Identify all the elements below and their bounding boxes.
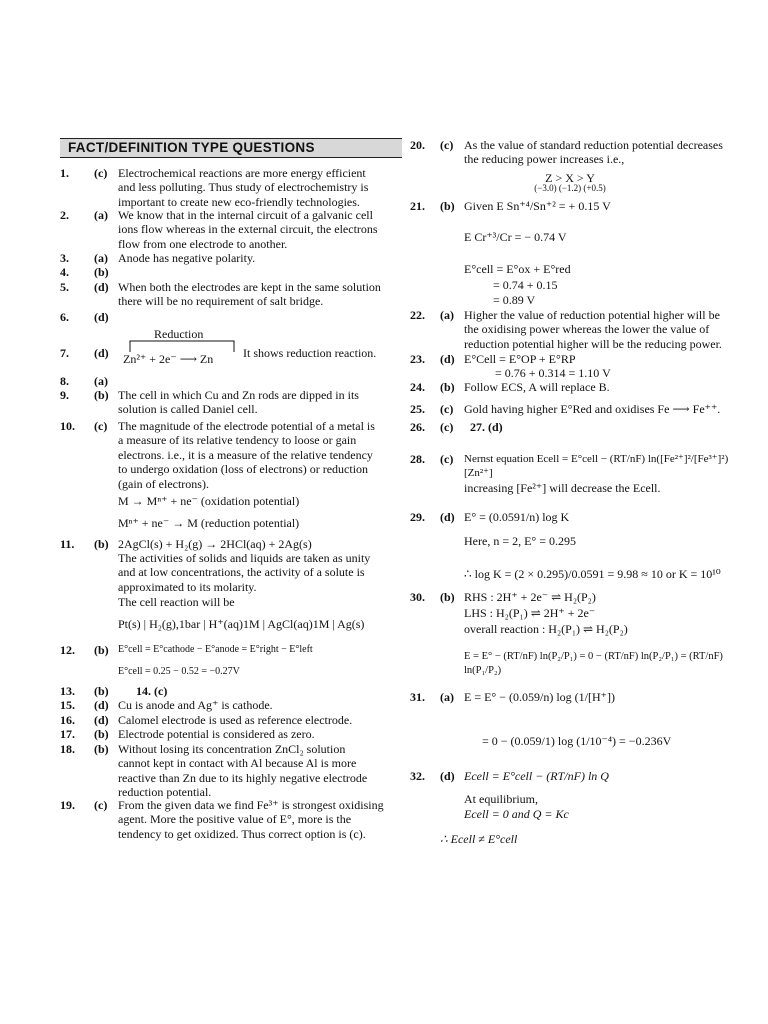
equation: E Cr⁺³/Cr = − 0.74 V [464, 230, 567, 244]
q-number: 8. [60, 374, 69, 388]
answer-text: Electrochemical reactions are more energy efficient and less polluting. Thus study of electrochemistry is important to create new eco-friendly technologies. [118, 166, 369, 209]
answer-option: (b) [94, 537, 109, 551]
answer-option: (a) [94, 251, 108, 265]
equation: overall reaction : H₂(P₁) ⇌ H₂(P₂) [464, 622, 628, 636]
answer-option: (a) [94, 208, 108, 222]
q-number: 23. [410, 352, 425, 366]
equation: E°cell = E°ox + E°red [464, 262, 571, 276]
q-number: 21. [410, 199, 425, 213]
answer-option: (c) [440, 452, 454, 466]
equation: Ecell = E°cell − (RT/nF) ln Q [464, 769, 609, 783]
answer-option: (b) [94, 684, 109, 698]
equation: E = E° − (0.059/n) log (1/[H⁺]) [464, 690, 615, 704]
answer-option: (d) [440, 510, 455, 524]
q-number: 26. [410, 420, 425, 434]
answer-option: (c) [440, 420, 454, 434]
q-number: 6. [60, 310, 69, 324]
answer-text: Calomel electrode is used as reference electrode. [118, 713, 353, 727]
q-number: 1. [60, 166, 69, 180]
equation: E° = (0.0591/n) log K [464, 510, 570, 524]
q-number: 18. [60, 742, 75, 756]
answer-option: (d) [440, 352, 455, 366]
answer-text: Follow ECS, A will replace B. [464, 380, 610, 394]
q-number: 12. [60, 643, 75, 657]
answer-text: The activities of solids and liquids are taken as unity and at low concentrations, the activity of a solute is approximated to its molarity. [118, 551, 371, 594]
reduction-bracket [128, 339, 248, 353]
q-number: 5. [60, 280, 69, 294]
answer-option: (d) [94, 280, 109, 294]
equation: = 0.76 + 0.314 = 1.10 V [495, 366, 611, 380]
equation: RHS : 2H⁺ + 2e⁻ ⇌ H₂(P₂) [464, 590, 596, 604]
equation: E°cell = 0.25 − 0.52 = −0.27V [118, 666, 240, 677]
equation: ∴ Ecell ≠ E°cell [440, 832, 518, 846]
q-number: 29. [410, 510, 425, 524]
q-number: 9. [60, 388, 69, 402]
equation: E = E° − (RT/nF) ln(P₂/P₁) = 0 − (RT/nF) ln(P₂/P₁) = (RT/nF) ln(P₁/P₂) [464, 651, 723, 677]
equation: = 0 − (0.059/1) log (1/10⁻⁴) = −0.236V [482, 734, 672, 748]
q-number: 17. [60, 727, 75, 741]
answer-option: (b) [94, 742, 109, 756]
answer-option: (b) [94, 265, 109, 279]
answer-option: (d) [94, 713, 109, 727]
q-number: 31. [410, 690, 425, 704]
q-number: 16. [60, 713, 75, 727]
answer-text: From the given data we find Fe³⁺ is strongest oxidising agent. More the positive value of E°, more is the tendency to get oxidized. Thus correct option is (c). [118, 798, 384, 841]
answer-option: (b) [94, 388, 109, 402]
section-title: FACT/DEFINITION TYPE QUESTIONS [68, 140, 315, 155]
q-number: 11. [60, 537, 75, 551]
answer-text: Without losing its concentration ZnCl₂ solution cannot kept in contact with Al because Al is more reactive than Zn due to its highly negative electrode reduction potential. [118, 742, 368, 800]
answer-text: As the value of standard reduction potential decreases the reducing power increases i.e., [464, 138, 723, 167]
answer-option: (b) [440, 199, 455, 213]
answer-option: (b) [440, 380, 455, 394]
q-number: 28. [410, 452, 425, 466]
answer-text: Electrode potential is considered as zero. [118, 727, 315, 741]
answer-option: 14. (c) [136, 684, 168, 698]
answer-text: increasing [Fe²⁺] will decrease the Ecell. [464, 481, 661, 495]
answer-text: Cu is anode and Ag⁺ is cathode. [118, 698, 273, 712]
answer-option: (c) [94, 419, 108, 433]
answer-text: We know that in the internal circuit of a galvanic cell ions flow whereas in the external circuit, the electrons flow from one electrode to another. [118, 208, 378, 251]
answer-option: (c) [440, 138, 454, 152]
reduction-label: Reduction [154, 327, 204, 341]
equation: Mⁿ⁺ + ne⁻ → M (reduction potential) [118, 516, 300, 530]
q-number: 32. [410, 769, 425, 783]
order-values: (−3.0) (−1.2) (+0.5) [534, 183, 606, 193]
q-number: 2. [60, 208, 69, 222]
q-number: 19. [60, 798, 75, 812]
q-number: 30. [410, 590, 425, 604]
equation: 2AgCl(s) + H₂(g) → 2HCl(aq) + 2Ag(s) [118, 537, 312, 551]
answer-text: At equilibrium, [464, 792, 538, 806]
q-number: 15. [60, 698, 75, 712]
answer-option: (a) [94, 374, 108, 388]
q-number: 25. [410, 402, 425, 416]
equation: Given E Sn⁺⁴/Sn⁺² = + 0.15 V [464, 199, 611, 213]
answer-option: (c) [440, 402, 454, 416]
equation: ∴ log K = (2 × 0.295)/0.0591 = 9.98 ≈ 10 or K = 10¹⁰ [464, 567, 721, 581]
equation: Ecell = 0 and Q = Kc [464, 807, 569, 821]
answer-option: (a) [440, 308, 454, 322]
equation: = 0.89 V [493, 293, 536, 307]
equation: Nernst equation Ecell = E°cell − (RT/nF) ln([Fe²⁺]²/[Fe³⁺]²) [Zn²⁺] [464, 453, 729, 480]
equation: LHS : H₂(P₁) ⇌ 2H⁺ + 2e⁻ [464, 606, 596, 620]
answer-text: Higher the value of reduction potential higher will be the oxidising power whereas the lower the value of reduction potential higher will be the reducing power. [464, 308, 722, 351]
order-line: Z > X > Y [545, 171, 595, 185]
reduction-equation: Zn²⁺ + 2e⁻ ⟶ Zn [123, 352, 214, 366]
equation: E°Cell = E°OP + E°RP [464, 352, 576, 366]
q-number: 4. [60, 265, 69, 279]
answer-text: When both the electrodes are kept in the same solution there will be no requirement of salt bridge. [118, 280, 381, 309]
answer-option: (a) [440, 690, 454, 704]
answer-text: The cell in which Cu and Zn rods are dipped in its solution is called Daniel cell. [118, 388, 359, 417]
answer-text: The magnitude of the electrode potential of a metal is a measure of its relative tendency to loose or gain electrons. i.e., it is a measure of the relative tendency to undergo oxidation (loss of electrons) or reduction (gain of electrons). [118, 419, 375, 491]
equation: M → Mⁿ⁺ + ne⁻ (oxidation potential) [118, 494, 300, 508]
q-number: 24. [410, 380, 425, 394]
answer-option: (b) [94, 727, 109, 741]
q-number: 3. [60, 251, 69, 265]
answer-text: The cell reaction will be [118, 595, 235, 609]
answer-text: It shows reduction reaction. [243, 346, 377, 360]
answer-option: (d) [94, 310, 109, 324]
answer-option: (b) [94, 643, 109, 657]
answer-option: (d) [94, 346, 109, 360]
equation: Here, n = 2, E° = 0.295 [464, 534, 576, 548]
answer-option: (b) [440, 590, 455, 604]
answer-option: (c) [94, 798, 108, 812]
answer-option: (c) [94, 166, 108, 180]
equation: = 0.74 + 0.15 [493, 278, 558, 292]
q-number: 20. [410, 138, 425, 152]
cell-notation: Pt(s) | H₂(g),1bar | H⁺(aq)1M | AgCl(aq)1M | Ag(s) [118, 617, 365, 631]
q-number: 22. [410, 308, 425, 322]
answer-text: Gold having higher E°Red and oxidises Fe ⟶ Fe⁺⁺. [464, 402, 721, 416]
answer-option: 27. (d) [470, 420, 503, 434]
q-number: 10. [60, 419, 75, 433]
equation: E°cell = E°cathode − E°anode = E°right − E°left [118, 644, 313, 655]
answer-option: (d) [440, 769, 455, 783]
q-number: 13. [60, 684, 75, 698]
answer-text: Anode has negative polarity. [118, 251, 256, 265]
q-number: 7. [60, 346, 69, 360]
answer-option: (d) [94, 698, 109, 712]
